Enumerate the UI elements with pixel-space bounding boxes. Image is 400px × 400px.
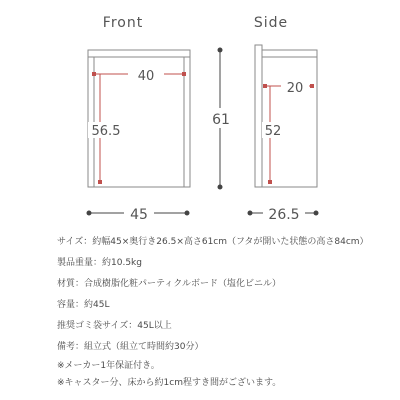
spec-weight: 製品重量：約10.5kg (57, 258, 142, 268)
overall-width-dimension (87, 203, 190, 223)
front-inner-height-dimension (88, 74, 124, 184)
spec-material: 材質：合成樹脂化粧パーティクルボード（塩化ビニル） (57, 279, 282, 289)
spec-caster-note: ※キャスター分、床から約1cm程すき間がございます。 (57, 378, 282, 388)
overall-height-dimension (208, 48, 232, 190)
spec-notes: 備考：組立式（組立て時間約30分） (57, 342, 204, 352)
side-inner-depth-dimension (263, 78, 314, 96)
spec-size: サイズ：約幅45×奥行き26.5×高さ61cm（フタが開いた状態の高さ84cm） (57, 237, 369, 247)
front-inner-width-label: 40 (137, 69, 155, 84)
front-inner-width-dimension (92, 66, 186, 84)
spec-warranty-note: ※メーカー1年保証付き。 (57, 361, 160, 371)
side-title: Side (253, 15, 289, 31)
front-inner-height-label: 56.5 (91, 124, 121, 139)
overall-width-label: 45 (130, 207, 148, 223)
overall-height-label: 61 (212, 112, 230, 128)
side-inner-height-label: 52 (264, 124, 282, 139)
spec-bag-size: 推奨ゴミ袋サイズ：45L以上 (57, 321, 172, 331)
front-title: Front (102, 15, 144, 31)
side-inner-height-dimension (262, 86, 288, 184)
spec-capacity: 容量：約45L (57, 300, 110, 310)
overall-depth-dimension (248, 203, 319, 223)
overall-depth-label: 26.5 (268, 207, 300, 223)
side-cabinet-outline (255, 45, 317, 187)
side-inner-depth-label: 20 (286, 81, 304, 96)
